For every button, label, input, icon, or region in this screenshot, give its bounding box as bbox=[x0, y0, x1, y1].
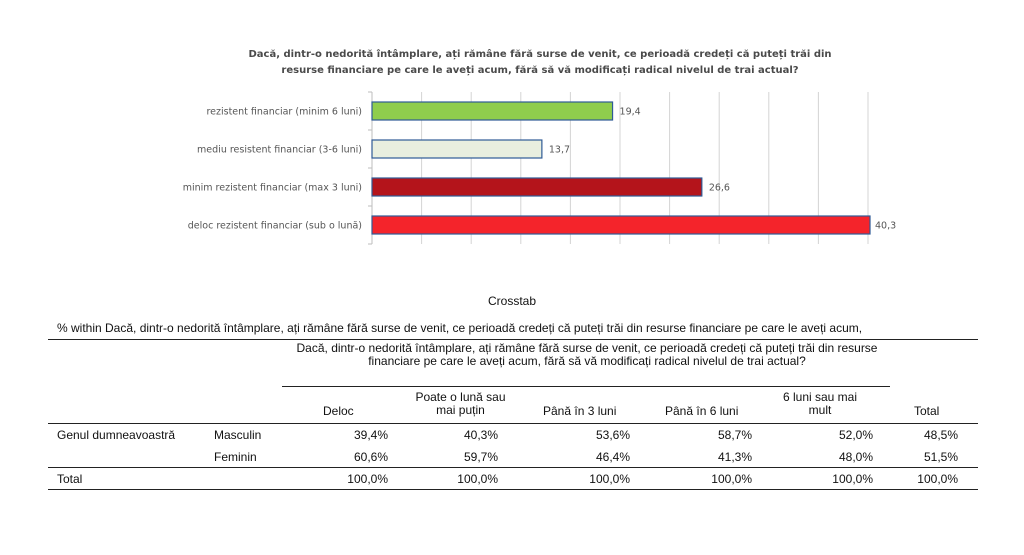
col-header-peste-6-luni: 6 luni sau mai mult bbox=[782, 390, 858, 417]
bar bbox=[372, 216, 870, 234]
row-group-label: Genul dumneavoastră bbox=[57, 428, 176, 442]
question-header: Dacă, dintr-o nedorită întâmplare, ați rămâne fără surse de venit, ce perioadă credeți că puteți trăi din resurse financiare pe care le aveți acum, fără să vă modificați radical nivelul de trai actual? bbox=[296, 341, 878, 368]
table-top-rule bbox=[48, 339, 978, 340]
cell-feminin-6-luni: 41,3% bbox=[717, 450, 752, 464]
row-label-feminin: Feminin bbox=[214, 450, 257, 464]
total-row-label: Total bbox=[57, 472, 83, 486]
cell-masculin-peste-6: 52,0% bbox=[838, 428, 873, 442]
cell-feminin-total: 51,5% bbox=[923, 450, 958, 464]
header-bottom-rule bbox=[48, 423, 978, 424]
bar bbox=[372, 178, 702, 196]
data-label: 40,3 bbox=[875, 220, 897, 232]
data-label: 13,7 bbox=[548, 144, 571, 156]
cell-masculin-deloc: 39,4% bbox=[353, 428, 388, 442]
cell-masculin-total: 48,5% bbox=[923, 428, 958, 442]
category-label: deloc rezistent financiar (sub o lună) bbox=[187, 220, 362, 232]
data-label: 26,6 bbox=[708, 182, 730, 194]
cell-masculin-3-luni: 53,6% bbox=[595, 428, 630, 442]
category-label: rezistent financiar (minim 6 luni) bbox=[206, 106, 362, 118]
col-header-total: Total bbox=[914, 404, 940, 418]
col-header-o-luna: Poate o lună sau mai puțin bbox=[415, 390, 506, 417]
chart-plot bbox=[0, 0, 1024, 260]
row-label-masculin: Masculin bbox=[214, 428, 262, 442]
question-header-rule bbox=[282, 386, 890, 387]
chart-title-line-1: Dacă, dintr-o nedorită întâmplare, ați rămâne fără surse de venit, ce perioadă credeți că puteți trăi din bbox=[248, 49, 832, 60]
col-header-6-luni: Până în 6 luni bbox=[665, 404, 739, 418]
col-header-3-luni: Până în 3 luni bbox=[543, 404, 617, 418]
cell-total-3-luni: 100,0% bbox=[589, 472, 630, 486]
cell-masculin-o-luna: 40,3% bbox=[463, 428, 498, 442]
crosstab-subtitle: % within Dacă, dintr-o nedorită întâmplare, ați rămâne fără surse de venit, ce perioadă credeți că puteți trăi din resurse financiare pe care le aveți acum, bbox=[57, 321, 863, 335]
cell-total-deloc: 100,0% bbox=[347, 472, 388, 486]
cell-feminin-peste-6: 48,0% bbox=[838, 450, 873, 464]
table-bottom-rule bbox=[48, 489, 978, 490]
bar bbox=[372, 140, 542, 158]
cell-feminin-o-luna: 59,7% bbox=[463, 450, 498, 464]
cell-total-peste-6: 100,0% bbox=[832, 472, 873, 486]
crosstab-title: Crosstab bbox=[487, 294, 537, 308]
bar-chart bbox=[0, 0, 1024, 260]
body-bottom-rule bbox=[48, 467, 978, 468]
category-label: minim rezistent financiar (max 3 luni) bbox=[182, 182, 362, 194]
category-label: mediu resistent financiar (3-6 luni) bbox=[197, 144, 362, 156]
cell-feminin-deloc: 60,6% bbox=[353, 450, 388, 464]
bar bbox=[372, 102, 613, 120]
col-header-deloc: Deloc bbox=[323, 404, 354, 418]
cell-total-6-luni: 100,0% bbox=[711, 472, 752, 486]
data-label: 19,4 bbox=[619, 106, 641, 118]
cell-total-total: 100,0% bbox=[917, 472, 958, 486]
cell-masculin-6-luni: 58,7% bbox=[717, 428, 752, 442]
cell-total-o-luna: 100,0% bbox=[457, 472, 498, 486]
chart-title-line-2: resurse financiare pe care le aveți acum, fără să vă modificați radical nivelul de trai actual? bbox=[281, 65, 799, 76]
cell-feminin-3-luni: 46,4% bbox=[595, 450, 630, 464]
